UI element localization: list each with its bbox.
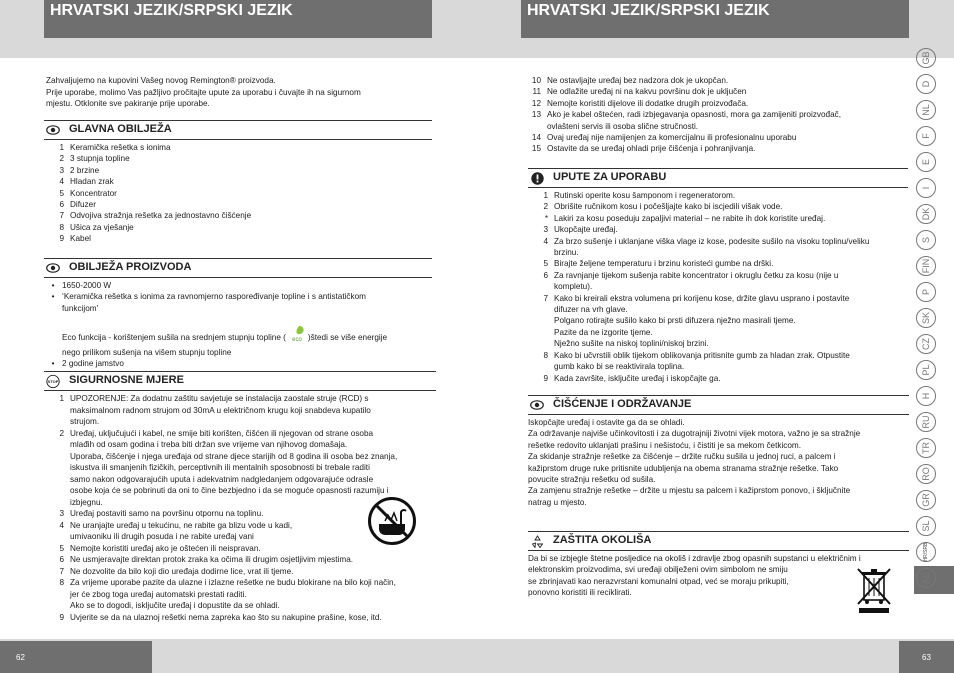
list-item — [44, 612, 436, 624]
item-number: 10 — [531, 76, 541, 85]
item-text: Koncentrator — [70, 188, 117, 198]
item-number: 8 — [59, 578, 64, 587]
list-item — [528, 247, 908, 258]
list-item — [528, 293, 908, 304]
item-text: Ovaj uređaj nije namijenjen za komercijalnu ili profesionalnu uporabu — [547, 133, 797, 143]
item-text: Ostavite da se uređaj ohladi prije čišćenja i pohranjivanja. — [547, 144, 756, 154]
instructions-heading — [528, 168, 908, 188]
list-item — [44, 554, 436, 566]
item-text: Uređaj, uključujući i kabel, ne smije biti korišten, čišćen ili njegovan od strane osoba — [70, 428, 374, 438]
item-number: 11 — [532, 87, 541, 97]
item-number: 6 — [59, 555, 64, 564]
right-page-number: 63 — [922, 652, 931, 662]
item-number: 5 — [59, 543, 64, 553]
key-features-section — [44, 120, 432, 245]
item-text: UPOZORENJE: Za dodatnu zaštitu savjetuje se instalacija zaostale struje (RCD) s — [70, 394, 369, 403]
list-item — [528, 350, 908, 361]
text-line: Za skidanje stražnje rešetke za čišćenje – držite ručku sušila u jednoj ruci, a palcem i — [528, 452, 836, 462]
product-features-section — [44, 258, 432, 369]
list-item — [44, 566, 436, 578]
item-number: 5 — [543, 259, 548, 269]
list-item — [528, 190, 908, 201]
instructions-list — [528, 190, 908, 384]
svg-text:STOP: STOP — [47, 378, 59, 384]
text-line: Da bi se izbjegle štetne posljedice na okoliš i zdravlje zbog opasnih supstanci u električnim i — [528, 554, 861, 563]
language-tab-p[interactable]: P — [916, 282, 936, 302]
list-item — [521, 109, 911, 120]
item-text: Lakiri za kosu poseduju zapaljivi material – ne rabite ih dok koristite uređaj. — [554, 213, 826, 223]
item-text: mlađih od osam godina i treba biti držan sve vrijeme van njihovog domašaja. — [70, 440, 348, 449]
intro-line: Prije uporabe, molimo Vas pažljivo pročitajte upute za uporabu i čuvajte ih na sigurnom — [46, 87, 361, 97]
item-text: Nemojte koristiti dijelove ili dodatke drugih proizvođača. — [547, 98, 749, 108]
item-number: 6 — [59, 200, 64, 210]
item-number: 4 — [59, 177, 64, 187]
safety-heading — [44, 371, 436, 391]
item-number: 5 — [59, 188, 64, 198]
text-line: natrag u mjesto. — [528, 497, 587, 507]
item-number: 4 — [543, 236, 548, 246]
environment-section — [528, 531, 909, 599]
item-text: Kako bi kreirali ekstra volumena pri korijenu kose, držite glavu usprano i postavite — [554, 293, 850, 303]
list-item — [521, 132, 911, 143]
item-text: osobe koja će se pobrinuti da oni to čine bezbjedno i da se moguće opasnosti razumiju i — [70, 486, 389, 495]
item-text: Nemojte koristiti uređaj ako je oštećen ili neispravan. — [70, 543, 261, 553]
language-tab-d[interactable]: D — [916, 74, 936, 94]
list-item — [521, 86, 911, 97]
list-item — [44, 393, 436, 405]
item-text: Za ravnjanje tijekom sušenja rabite koncentrator i okruglu četku za kosu (nije u — [554, 270, 839, 280]
item-text: Polgano rotirajte sušilo kako bi prsti difuzera nježno masirali tjeme. — [554, 316, 796, 326]
product-features-heading — [44, 258, 432, 278]
recycle-icon — [530, 534, 544, 548]
text-line: rešetke redovito uklanjati prašinu i nešistoću, i čistiti je sa mekom četkicom. — [528, 440, 802, 450]
language-tab-gb[interactable]: GB — [916, 48, 936, 68]
item-number: * — [544, 213, 548, 223]
item-number: 9 — [59, 612, 64, 622]
item-text: 3 stupnja topline — [70, 154, 130, 164]
item-text: Uređaj postaviti samo na površinu otpornu na toplinu. — [70, 509, 264, 518]
item-number: 1 — [59, 394, 64, 403]
list-item — [44, 176, 432, 187]
item-text: Ukopčajte uređaj. — [554, 225, 618, 235]
language-tab-sl[interactable]: SL — [916, 516, 936, 536]
item-text: gumb kako bi se reaktivirala toplina. — [554, 362, 685, 372]
list-item — [44, 153, 432, 164]
list-item — [44, 405, 436, 417]
list-item — [44, 439, 436, 451]
language-tabs — [913, 48, 939, 594]
list-item — [44, 589, 436, 601]
language-tab-f[interactable]: F — [916, 126, 936, 146]
product-features-list — [44, 280, 432, 314]
intro-line: Zahvaljujemo na kupovini Vašeg novog Remington® proizvoda. — [46, 76, 276, 85]
list-item — [528, 258, 908, 269]
list-item: • ‘Keramička rešetka s ionima za ravnomjerno raspoređivanje topline i s antistatičkom funkcijom’ — [51, 292, 366, 313]
product-features-list-2 — [44, 358, 432, 369]
no-bath-icon — [367, 496, 417, 551]
list-item — [44, 474, 436, 486]
list-item — [44, 485, 436, 497]
item-text: umivaoniku ili drugih posuda i ne rabite uređaj vani — [70, 532, 254, 541]
item-text: Ako se to dogodi, isključite uređaj i dopustite da se ohladi. — [70, 601, 280, 610]
language-tab-cz[interactable]: CZ — [916, 334, 936, 354]
list-item — [528, 327, 908, 338]
list-item — [44, 462, 436, 474]
item-text: jer će zbog toga uređaj automatski prestati raditi. — [70, 589, 247, 599]
item-text: Kako bi učvrstili oblik tijekom oblikovanja pritisnite gumb za hladan zrak. Otpustite — [554, 350, 850, 360]
item-text: difuzer na vrh glave. — [554, 305, 628, 315]
item-number: 3 — [59, 509, 64, 518]
item-number: 15 — [531, 144, 541, 154]
item-number: 4 — [59, 520, 64, 530]
item-text: Ne odlažite uređaj ni na kakvu površinu dok je uključen — [547, 87, 747, 97]
item-text: Keramička rešetka s ionima — [70, 143, 171, 152]
list-item — [528, 270, 908, 281]
list-item — [528, 304, 908, 315]
text-line: Za zamjenu stražnje rešetke – držite u mjestu sa palcem i kažiprstom ponovo, i šključnite — [528, 486, 851, 496]
text-line: povucite stražnju rešetku od sušila. — [528, 475, 656, 485]
item-text: Obrišite ručnikom kosu i počešljajte kako bi iscjedili višak vode. — [554, 202, 783, 212]
safety-title: SIGURNOSNE MJERE — [69, 374, 184, 387]
list-item — [528, 361, 908, 372]
key-features-title: GLAVNA OBILJEŽA — [69, 123, 172, 136]
list-item: • 2 godine jamstvo — [51, 359, 124, 369]
item-text: Difuzer — [70, 200, 96, 210]
eye-icon — [46, 123, 60, 137]
item-text: Ne ostavljajte uređaj bez nadzora dok je ukopčan. — [547, 76, 729, 85]
key-features-list — [44, 142, 432, 245]
language-tab-h[interactable]: H — [916, 386, 936, 406]
item-number: 1 — [543, 191, 548, 200]
item-number: 3 — [543, 225, 548, 235]
list-item — [528, 281, 908, 292]
environment-heading — [528, 531, 909, 551]
product-features-title: OBILJEŽA PROIZVODA — [69, 261, 192, 274]
text-line: Iskopčajte uređaj i ostavite ga da se ohladi. — [528, 418, 685, 427]
right-page-title: HRVATSKI JEZIK/SRPSKI JEZIK — [521, 0, 909, 38]
list-item — [521, 75, 911, 86]
text-line: elektronskim proizvodima, svi uređaji obilježeni ovim simbolom ne smiju — [528, 565, 788, 575]
list-item — [521, 98, 911, 109]
language-tab-ae[interactable]: AE — [916, 568, 936, 588]
item-number: 14 — [531, 133, 541, 143]
cleaning-text — [528, 417, 909, 508]
text-line: kažiprstom druge ruke pritisnite udubljenja na obema stranama stražnje rešetke. Tako — [528, 463, 839, 473]
item-text: Za brzo sušenje i uklanjane viška vlage iz kose, podesite sušilo na visoku toplinu/veliku — [554, 236, 870, 246]
item-number: 2 — [59, 154, 64, 164]
item-text: kompletu). — [554, 282, 593, 292]
list-item — [44, 199, 432, 210]
right-page-number-box — [899, 641, 954, 673]
list-item — [528, 315, 908, 326]
list-item — [528, 201, 908, 212]
eco-leaf-icon — [287, 325, 307, 346]
text-line: se zbrinjavati kao nerazvrstani komunalni otpad, već se moraju prikupiti, — [528, 576, 789, 586]
left-page-number-box — [0, 641, 152, 673]
item-number: 8 — [59, 222, 64, 232]
list-item — [44, 416, 436, 428]
language-tab-ru[interactable]: RU — [916, 412, 936, 432]
item-number: 2 — [543, 202, 548, 212]
list-item: • 1650-2000 W — [51, 281, 112, 290]
list-item — [44, 222, 432, 233]
item-text: izbjegnu. — [70, 497, 103, 507]
item-number: 3 — [59, 165, 64, 175]
list-item — [44, 188, 432, 199]
item-number: 7 — [59, 211, 64, 221]
item-text: iskustva ili smanjenih fizičkih, perceptivnih ili mentalnih sposobnosti bi trebale raditi — [70, 463, 370, 472]
item-text: Birajte željene temperaturu i brzinu koristeći gumbe na drški. — [554, 259, 774, 269]
item-text: Nježno sušite na niskoj toplini/niskoj brzini. — [554, 339, 709, 349]
item-number: 9 — [59, 234, 64, 244]
list-item — [528, 236, 908, 247]
item-text: Kada završite, isključite uređaj i iskopčajte ga. — [554, 373, 721, 383]
text-line: Za održavanje najviše učinkovitosti i za dugotrajniji životni vijek motora, važno je sa stražnje — [528, 429, 861, 439]
item-text: maksimalnom radnom strujom od 30mA u električnom krugu koji snabdeva kupatilo — [70, 405, 371, 415]
item-text: Ako je kabel oštećen, radi izbjegavanja opasnosti, mora ga zamijeniti proizvođač, — [547, 110, 842, 120]
list-item — [521, 143, 911, 154]
left-page-number: 62 — [16, 652, 25, 662]
right-bottom-band — [477, 639, 954, 673]
item-number: 6 — [543, 270, 548, 280]
language-tab-gr[interactable]: GR — [916, 490, 936, 510]
intro-text — [46, 75, 436, 110]
weee-bin-icon — [855, 566, 893, 619]
language-tab-i[interactable]: I — [916, 178, 936, 198]
eye-icon — [46, 261, 60, 275]
item-text: Za vrijeme uporabe pazite da ulazne i izlazne rešetke ne budu blokirane na bilo koji način, — [70, 578, 396, 587]
item-text: Hladan zrak — [70, 177, 114, 187]
item-text: Rutinski operite kosu šamponom i regeneratorom. — [554, 191, 736, 200]
language-tab-tr[interactable]: TR — [916, 438, 936, 458]
list-item — [44, 233, 432, 244]
item-number: 7 — [543, 293, 548, 303]
list-item — [44, 210, 432, 221]
item-text: Pazite da ne izgorite tjeme. — [554, 327, 653, 337]
stop-icon — [46, 374, 60, 388]
intro-line: mjestu. Otklonite sve pakiranje prije uporabe. — [46, 99, 210, 108]
language-tab-sk[interactable]: SK — [916, 308, 936, 328]
language-tab-ro[interactable]: RO — [916, 464, 936, 484]
cleaning-heading — [528, 395, 909, 415]
key-features-heading — [44, 120, 432, 140]
text-line: ponovno koristiti ili reciklirati. — [528, 588, 632, 598]
instructions-title: UPUTE ZA UPORABU — [553, 171, 667, 184]
cleaning-title: ČIŠĆENJE I ODRŽAVANJE — [553, 398, 692, 411]
eco-paragraph: Eco funkcija - korištenjem sušila na srednjem stupnju topline ( eco )štedi se više energije nego prilikom sušenja na višem stupnju topline — [44, 325, 432, 358]
item-number: 2 — [59, 428, 64, 438]
eye-icon — [530, 398, 544, 412]
item-text: Ne dozvolite da bilo koji dio uređaja dodirne lice, vrat ili tjeme. — [70, 566, 294, 576]
item-text: Uporaba, čišćenje i njega uređaja od strane djece starijih od 8 godina ili osoba bez znanja, — [70, 451, 398, 461]
item-text: samo nakon odgovarajućih uputa i adekvatnim nadgledanjem odgovarajuće odrasle — [70, 474, 374, 484]
list-item — [44, 428, 436, 440]
environment-text — [528, 553, 909, 599]
language-tab-dk[interactable]: DK — [916, 204, 936, 224]
item-number: 12 — [531, 98, 541, 108]
item-number: 9 — [543, 373, 548, 383]
list-item — [528, 224, 908, 235]
list-item — [44, 451, 436, 463]
item-text: 2 brzine — [70, 165, 100, 175]
language-tab-hr-srb[interactable]: HR/SRB — [916, 542, 936, 562]
cleaning-section — [528, 395, 909, 508]
item-number: 1 — [59, 143, 64, 152]
list-item — [44, 142, 432, 153]
left-page-title: HRVATSKI JEZIK/SRPSKI JEZIK — [44, 0, 432, 38]
item-text: Ne uranjajte uređaj u tekućinu, ne rabite ga blizu vode u kadi, — [70, 520, 293, 530]
item-text: brzinu. — [554, 248, 579, 258]
language-tab-pl[interactable]: PL — [916, 360, 936, 380]
language-tab-fin[interactable]: FIN — [916, 256, 936, 276]
item-text: Odvojiva stražnja rešetka za jednostavno čišćenje — [70, 211, 252, 221]
list-item — [44, 600, 436, 612]
safety-continued-list — [521, 75, 911, 155]
list-item — [44, 165, 432, 176]
item-number: 13 — [531, 110, 541, 120]
item-text: Ušica za vješanje — [70, 222, 134, 232]
item-text: strujom. — [70, 417, 100, 426]
language-tab-s[interactable]: S — [916, 230, 936, 250]
language-tab-nl[interactable]: NL — [916, 100, 936, 120]
item-text: Uvjerite se da na ulaznoj rešetki nema zapreka kao što su nakupine prašine, kose, itd. — [70, 612, 382, 622]
language-tab-e[interactable]: E — [916, 152, 936, 172]
list-item — [521, 121, 911, 132]
info-icon — [530, 171, 544, 185]
item-text: Kabel — [70, 234, 91, 244]
item-number: 7 — [59, 566, 64, 576]
list-item — [528, 213, 908, 224]
instructions-section — [528, 168, 908, 384]
list-item — [528, 373, 908, 384]
environment-title: ZAŠTITA OKOLIŠA — [553, 534, 652, 547]
svg-text:eco: eco — [292, 337, 302, 344]
list-item — [44, 577, 436, 589]
safety-continued-section — [521, 75, 911, 155]
item-text: ovlašteni servis ili osoba slične stručnosti. — [547, 121, 699, 131]
item-text: Ne usmjeravajte direktan protok zraka ka očima ili drugim osjetljivim mjestima. — [70, 555, 354, 564]
list-item — [528, 338, 908, 349]
item-number: 8 — [543, 350, 548, 360]
